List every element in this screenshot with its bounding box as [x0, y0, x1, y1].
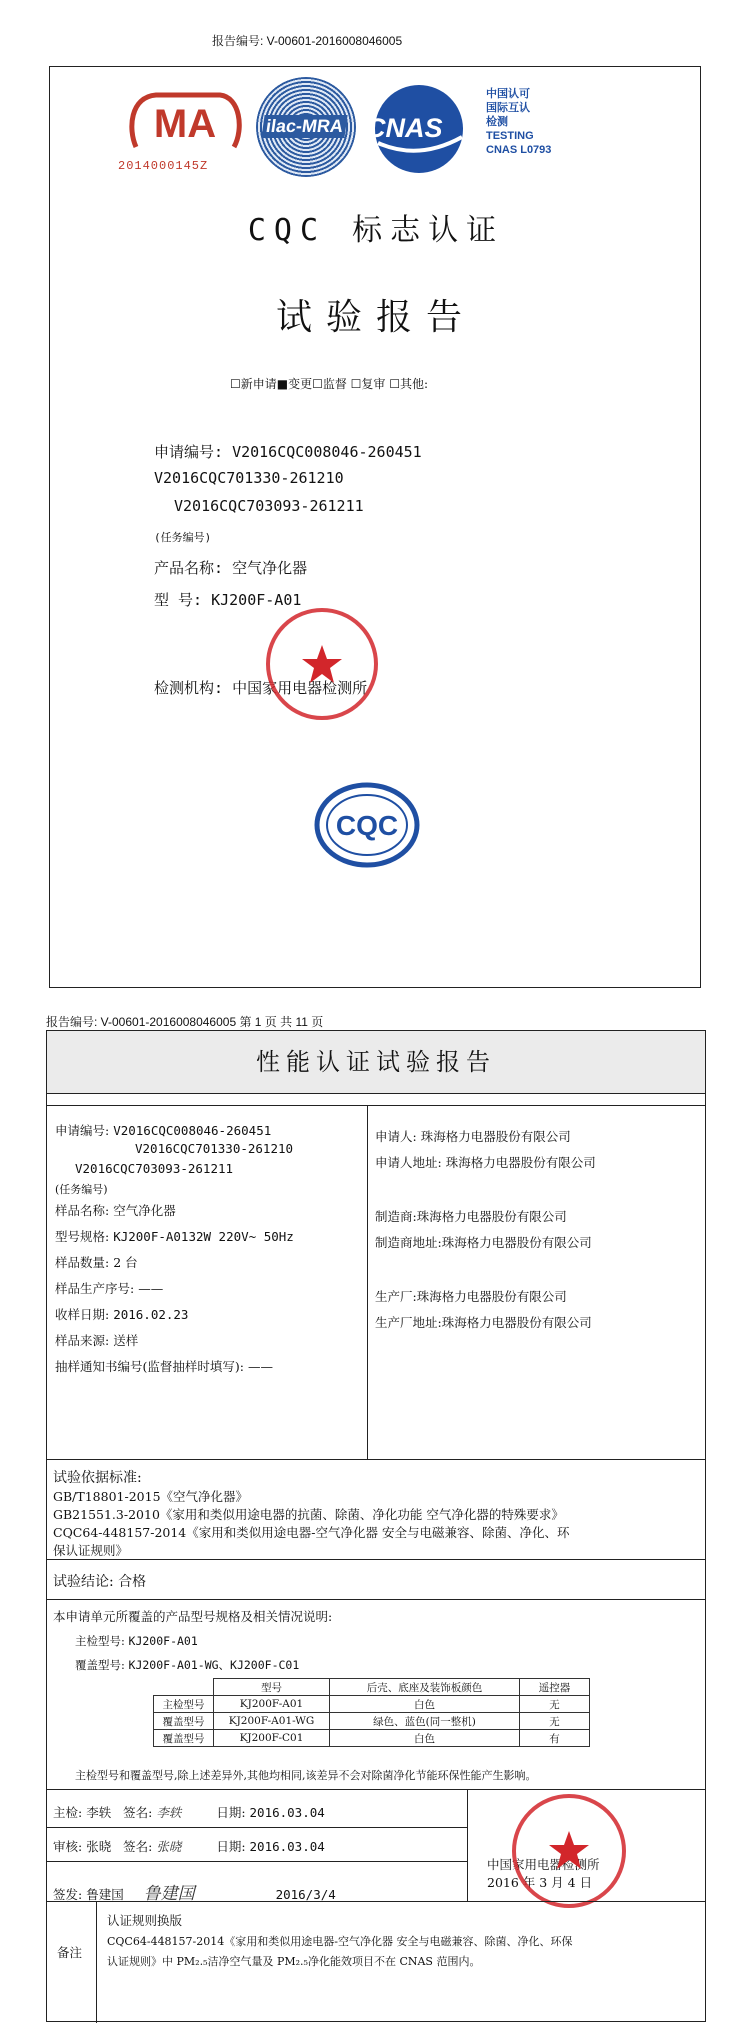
standard-item: GB/T18801-2015《空气净化器》 — [53, 1489, 249, 1504]
notes-label-cell — [47, 1901, 97, 2023]
right-field: 生产厂:珠海格力电器股份有限公司 — [375, 1289, 567, 1304]
testing-lab: 检测机构: 中国家用电器检测所 — [154, 679, 368, 697]
table-header-row — [154, 1679, 590, 1696]
model: 型 号: KJ200F-A01 — [154, 591, 302, 609]
report-number: 报告编号: V-00601-2016008046005 — [212, 34, 403, 48]
cnas-line: TESTING — [486, 130, 534, 142]
table-cell: 覆盖型号 — [154, 1730, 214, 1747]
ilac-mra-text: ilac-MRA — [261, 115, 347, 138]
table-cell: 覆盖型号 — [154, 1713, 214, 1730]
table-cell: 有 — [520, 1730, 590, 1747]
table-header-cell: 型号 — [214, 1679, 330, 1696]
model-coverage-table — [153, 1678, 590, 1747]
left-field: 样品来源: 送样 — [55, 1333, 139, 1348]
standard-item: 保认证规则》 — [53, 1543, 129, 1558]
left-field: (任务编号) — [55, 1183, 108, 1196]
table-cell: 无 — [520, 1713, 590, 1730]
report-number-page2: 报告编号: V-00601-2016008046005 第 1 页 共 11 页 — [46, 1015, 324, 1029]
table-cell: KJ200F-A01-WG — [214, 1713, 330, 1730]
main-model: 主检型号: KJ200F-A01 — [75, 1634, 198, 1648]
left-field: 型号规格: KJ200F-A0132W 220V~ 50Hz — [55, 1229, 294, 1244]
application-type-checkboxes: ☐新申请■变更☐监督 ☐复审 ☐其他: — [230, 377, 429, 391]
notes-line: CQC64-448157-2014《家用和类似用途电器-空气净化器 安全与电磁兼容、除菌、净化、环保 — [107, 1935, 573, 1948]
right-field: 制造商地址:珠海格力电器股份有限公司 — [375, 1235, 592, 1250]
reviewer-row: 审核: 张晓 签名: 张晓 日期: 2016.03.04 — [53, 1839, 325, 1854]
performance-report-page — [46, 1030, 706, 2022]
left-field: 抽样通知书编号(监督抽样时填写): —— — [55, 1359, 273, 1374]
issuer-signature: 鲁建国 — [143, 1884, 195, 1904]
cnas-text: CNAS — [366, 113, 443, 143]
table-cell: KJ200F-C01 — [214, 1730, 330, 1747]
table-header-cell: 遥控器 — [520, 1679, 590, 1696]
right-field: 申请人地址: 珠海格力电器股份有限公司 — [375, 1155, 596, 1170]
coverage-note: 主检型号和覆盖型号,除上述差异外,其他均相同,该差异不会对除菌净化节能环保性能产生影响。 — [75, 1769, 537, 1782]
cnas-side-text — [486, 87, 551, 157]
table-row — [154, 1696, 590, 1713]
page2-title: 性能认证试验报告 — [47, 1031, 705, 1093]
right-field: 制造商:珠海格力电器股份有限公司 — [375, 1209, 567, 1224]
left-field: 样品生产序号: —— — [55, 1281, 164, 1296]
table-cell: 无 — [520, 1696, 590, 1713]
table-cell: KJ200F-A01 — [214, 1696, 330, 1713]
table-header-cell — [154, 1679, 214, 1696]
application-number-3: V2016CQC703093-261211 — [174, 497, 364, 515]
right-field: 生产厂地址:珠海格力电器股份有限公司 — [375, 1315, 592, 1330]
application-number-2: V2016CQC701330-261210 — [154, 469, 344, 487]
left-field: V2016CQC701330-261210 — [135, 1141, 294, 1156]
left-field: 收样日期: 2016.02.23 — [55, 1307, 189, 1322]
left-field: V2016CQC703093-261211 — [75, 1161, 234, 1176]
issue-date: 2016 年 3 月 4 日 — [487, 1875, 593, 1890]
cqc-logo-icon — [312, 781, 422, 869]
table-cell: 白色 — [330, 1730, 520, 1747]
issuer-row: 签发: 鲁建国 鲁建国 2016/3/4 — [53, 1879, 336, 1904]
table-header-cell: 后壳、底座及装饰板颜色 — [330, 1679, 520, 1696]
certificate-page — [49, 66, 701, 988]
reviewer-signature: 张晓 — [156, 1839, 182, 1854]
coverage-heading: 本申请单元所覆盖的产品型号规格及相关情况说明: — [53, 1609, 333, 1624]
standard-item: GB21551.3-2010《家用和类似用途电器的抗菌、除菌、净化功能 空气净化器的特殊要求》 — [53, 1507, 564, 1522]
covered-models: 覆盖型号: KJ200F-A01-WG、KJ200F-C01 — [75, 1658, 300, 1672]
page-title: CQC 标志认证 — [247, 213, 505, 248]
svg-text:MA: MA — [153, 102, 217, 146]
application-number: 申请编号: V2016CQC008046-260451 — [154, 443, 422, 461]
left-field: 申请编号: V2016CQC008046-260451 — [55, 1123, 272, 1138]
table-cell: 主检型号 — [154, 1696, 214, 1713]
notes-line: 认证规则换版 — [107, 1913, 183, 1928]
table-cell: 绿色、蓝色(同一整机) — [330, 1713, 520, 1730]
cnas-line: 国际互认 — [486, 102, 530, 114]
notes-label: 备注 — [57, 1945, 83, 1960]
notes-line: 认证规则》中 PM₂.₅洁净空气量及 PM₂.₅净化能效项目不在 CNAS 范围内。 — [107, 1955, 481, 1968]
accreditation-logos — [116, 73, 676, 183]
conclusion: 试验结论: 合格 — [53, 1574, 147, 1590]
red-seal-icon — [263, 605, 381, 723]
cnas-line: 中国认可 — [486, 88, 530, 100]
page-subtitle: 试验报告 — [275, 297, 476, 338]
right-field: 申请人: 珠海格力电器股份有限公司 — [375, 1129, 571, 1144]
standard-item: CQC64-448157-2014《家用和类似用途电器-空气净化器 安全与电磁兼容、除菌、净化、环 — [53, 1525, 570, 1540]
cnas-line: CNAS L0793 — [486, 144, 552, 156]
table-row — [154, 1730, 590, 1747]
left-field: 样品名称: 空气净化器 — [55, 1203, 176, 1218]
cnas-line: 检测 — [486, 116, 508, 128]
table-row — [154, 1713, 590, 1730]
standards-label: 试验依据标准: — [53, 1470, 142, 1486]
task-number-label: (任务编号) — [154, 531, 212, 544]
cma-logo-icon — [128, 89, 243, 153]
issuing-organization: 中国家用电器检测所 — [487, 1857, 600, 1872]
red-seal-icon — [509, 1791, 629, 1911]
column-divider — [367, 1105, 368, 1459]
inspector-row: 主检: 李轶 签名: 李轶 日期: 2016.03.04 — [53, 1805, 325, 1820]
product-name: 产品名称: 空气净化器 — [154, 559, 308, 577]
cqc-text: CQC — [335, 810, 399, 841]
table-cell: 白色 — [330, 1696, 520, 1713]
left-field: 样品数量: 2 台 — [55, 1255, 138, 1270]
cma-code: 2014000145Z — [118, 159, 209, 173]
inspector-signature: 李轶 — [156, 1805, 182, 1820]
